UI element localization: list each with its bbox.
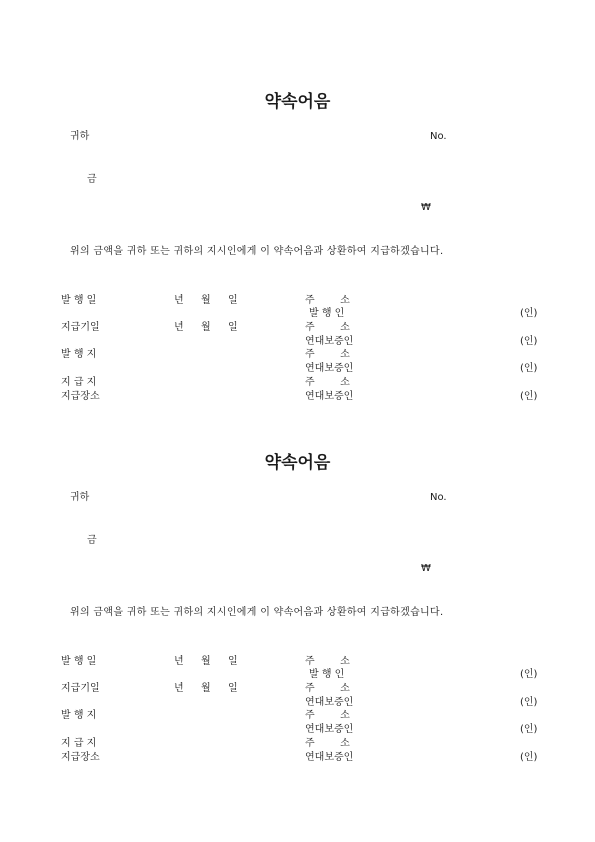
issuer-label: 발 행 인 — [309, 669, 345, 680]
seal-mark: (인) — [520, 308, 538, 319]
currency-symbol: ₩ — [421, 202, 431, 213]
seal-mark: (인) — [520, 336, 538, 347]
payment-location-label: 지급장소 — [61, 752, 100, 763]
guarantor-label: 연대보증인 — [305, 697, 354, 708]
seal-mark: (인) — [520, 391, 538, 402]
address-label: 주 소 — [305, 738, 350, 749]
payment-statement: 위의 금액을 귀하 또는 귀하의 지시인에게 이 약속어음과 상환하여 지급하겠습니다. — [70, 607, 444, 618]
guarantor-label: 연대보증인 — [305, 336, 354, 347]
issue-place-label: 발 행 지 — [61, 349, 97, 360]
amount-label: 금 — [87, 174, 97, 185]
issue-place-label: 발 행 지 — [61, 710, 97, 721]
seal-mark: (인) — [520, 669, 538, 680]
year-label: 년 — [174, 656, 184, 667]
month-label: 월 — [201, 683, 211, 694]
seal-mark: (인) — [520, 363, 538, 374]
guarantor-label: 연대보증인 — [305, 363, 354, 374]
number-label: No. — [430, 492, 447, 503]
day-label: 일 — [228, 322, 238, 333]
seal-mark: (인) — [520, 724, 538, 735]
due-date-label: 지급기일 — [61, 322, 100, 333]
payment-place-label: 지 급 지 — [61, 377, 97, 388]
guarantor-label: 연대보증인 — [305, 724, 354, 735]
issuer-label: 발 행 인 — [309, 308, 345, 319]
issue-date-label: 발 행 일 — [61, 295, 97, 306]
due-date-label: 지급기일 — [61, 683, 100, 694]
day-label: 일 — [228, 295, 238, 306]
promissory-note-1 — [0, 0, 595, 402]
promissory-note-2 — [0, 361, 595, 763]
address-label: 주 소 — [305, 683, 350, 694]
year-label: 년 — [174, 295, 184, 306]
recipient-label: 귀하 — [70, 131, 90, 142]
seal-mark: (인) — [520, 752, 538, 763]
address-label: 주 소 — [305, 349, 350, 360]
month-label: 월 — [201, 295, 211, 306]
year-label: 년 — [174, 683, 184, 694]
note-title: 약속어음 — [264, 92, 331, 112]
payment-statement: 위의 금액을 귀하 또는 귀하의 지시인에게 이 약속어음과 상환하여 지급하겠습니다. — [70, 246, 444, 257]
issue-date-label: 발 행 일 — [61, 656, 97, 667]
address-label: 주 소 — [305, 322, 350, 333]
address-label: 주 소 — [305, 377, 350, 388]
number-label: No. — [430, 131, 447, 142]
month-label: 월 — [201, 656, 211, 667]
month-label: 월 — [201, 322, 211, 333]
address-label: 주 소 — [305, 295, 350, 306]
guarantor-label: 연대보증인 — [305, 752, 354, 763]
guarantor-label: 연대보증인 — [305, 391, 354, 402]
day-label: 일 — [228, 683, 238, 694]
note-title: 약속어음 — [264, 453, 331, 473]
amount-label: 금 — [87, 535, 97, 546]
currency-symbol: ₩ — [421, 563, 431, 574]
year-label: 년 — [174, 322, 184, 333]
address-label: 주 소 — [305, 710, 350, 721]
payment-place-label: 지 급 지 — [61, 738, 97, 749]
recipient-label: 귀하 — [70, 492, 90, 503]
payment-location-label: 지급장소 — [61, 391, 100, 402]
day-label: 일 — [228, 656, 238, 667]
seal-mark: (인) — [520, 697, 538, 708]
address-label: 주 소 — [305, 656, 350, 667]
